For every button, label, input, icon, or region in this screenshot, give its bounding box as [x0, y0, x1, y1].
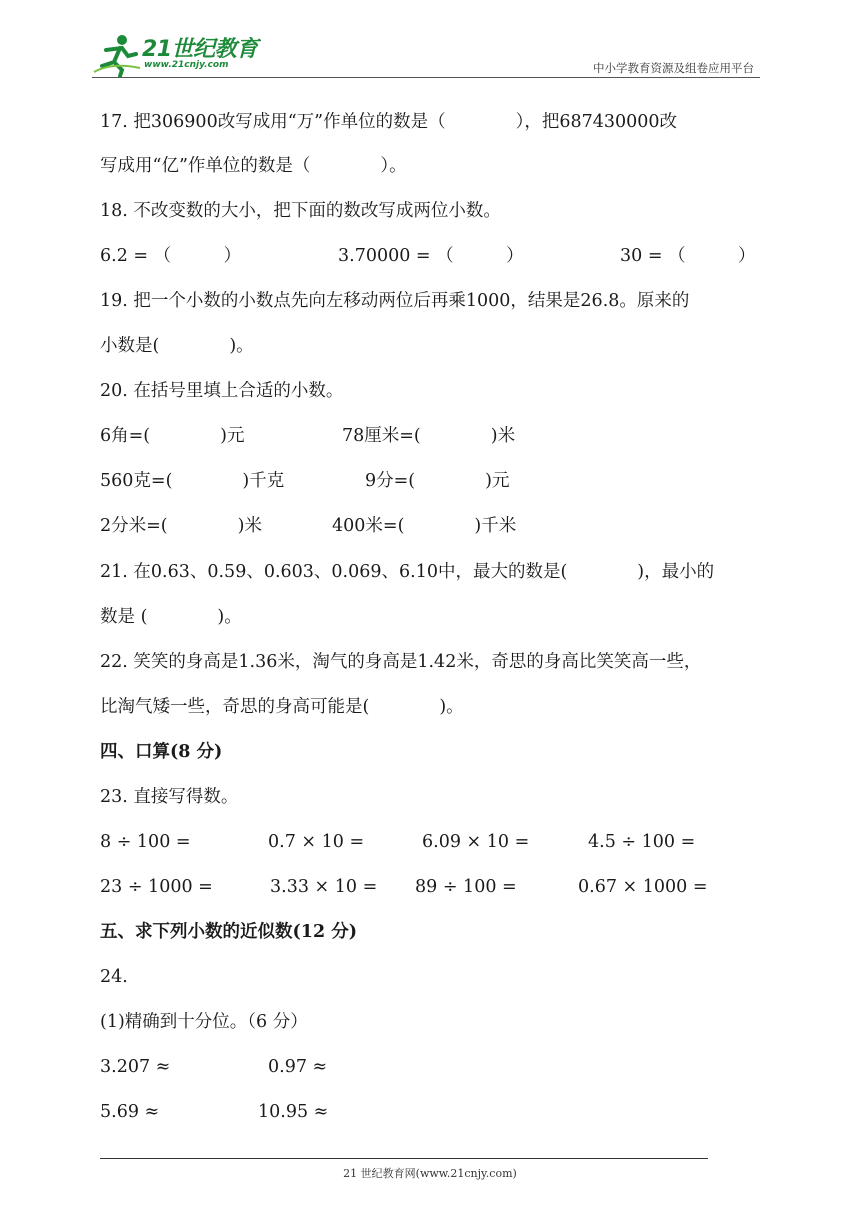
- q23-r1-4: 4.5 ÷ 100 =: [588, 832, 696, 852]
- q22-line1: 22. 笑笑的身高是1.36米，淘气的身高是1.42米，奇思的身高比笑笑高一些，: [100, 652, 702, 672]
- logo-url: www.21cnjy.com: [144, 60, 229, 70]
- q23-r1-3: 6.09 × 10 =: [422, 832, 530, 852]
- q23-r2-2: 3.33 × 10 =: [270, 877, 378, 897]
- q20-item-5: 2分米=( )米: [100, 516, 262, 536]
- q23-stem: 23. 直接写得数。: [100, 787, 239, 807]
- q17-line1: 17. 把306900改写成用“万”作单位的数是（ ），把687430000改: [100, 112, 678, 132]
- q23-r2-3: 89 ÷ 100 =: [415, 877, 517, 897]
- section4-title: 四、口算(8 分): [100, 742, 223, 762]
- q19-line2: 小数是( )。: [100, 336, 254, 356]
- q23-r2-4: 0.67 × 1000 =: [578, 877, 708, 897]
- header-tagline: 中小学教育资源及组卷应用平台: [593, 61, 754, 75]
- q24-r2-2: 10.95 ≈: [258, 1102, 329, 1122]
- q24-r1-1: 3.207 ≈: [100, 1057, 171, 1077]
- runner-logo-icon: [92, 32, 142, 78]
- site-logo: [92, 30, 262, 78]
- q23-r1-2: 0.7 × 10 =: [268, 832, 365, 852]
- q20-item-6: 400米=( )千米: [332, 516, 517, 536]
- q20-item-2: 78厘米=( )米: [342, 426, 516, 446]
- q18-stem: 18. 不改变数的大小，把下面的数改写成两位小数。: [100, 201, 501, 221]
- q24-r2-1: 5.69 ≈: [100, 1102, 160, 1122]
- q20-stem: 20. 在括号里填上合适的小数。: [100, 381, 344, 401]
- q21-line1: 21. 在0.63、0.59、0.603、0.069、6.10中，最大的数是( )，最小的: [100, 562, 715, 582]
- q23-r2-1: 23 ÷ 1000 =: [100, 877, 213, 897]
- q18-item-1: 6.2 = （ ）: [100, 246, 242, 266]
- page-footer: 21 世纪教育网(www.21cnjy.com): [343, 1167, 517, 1180]
- header-divider: [92, 77, 760, 78]
- q18-item-2: 3.70000 = （ ）: [338, 246, 524, 266]
- footer-divider: [100, 1158, 708, 1159]
- q22-line2: 比淘气矮一些，奇思的身高可能是( )。: [100, 697, 464, 717]
- q21-line2: 数是 ( )。: [100, 607, 242, 627]
- q24-stem: 24.: [100, 967, 128, 987]
- page-header: [92, 30, 760, 80]
- q24-r1-2: 0.97 ≈: [268, 1057, 328, 1077]
- logo-text: 21世纪教育: [142, 37, 258, 62]
- q18-item-3: 30 = （ ）: [620, 246, 756, 266]
- q17-line2: 写成用“亿”作单位的数是（ ）。: [100, 156, 407, 176]
- q19-line1: 19. 把一个小数的小数点先向左移动两位后再乘1000，结果是26.8。原来的: [100, 291, 690, 311]
- q20-item-4: 9分=( )元: [365, 471, 510, 491]
- q24-sub1: (1)精确到十分位。（6 分）: [100, 1012, 308, 1032]
- q23-r1-1: 8 ÷ 100 =: [100, 832, 191, 852]
- section5-title: 五、求下列小数的近似数(12 分): [100, 922, 358, 942]
- q20-item-3: 560克=( )千克: [100, 471, 285, 491]
- q20-item-1: 6角=( )元: [100, 426, 245, 446]
